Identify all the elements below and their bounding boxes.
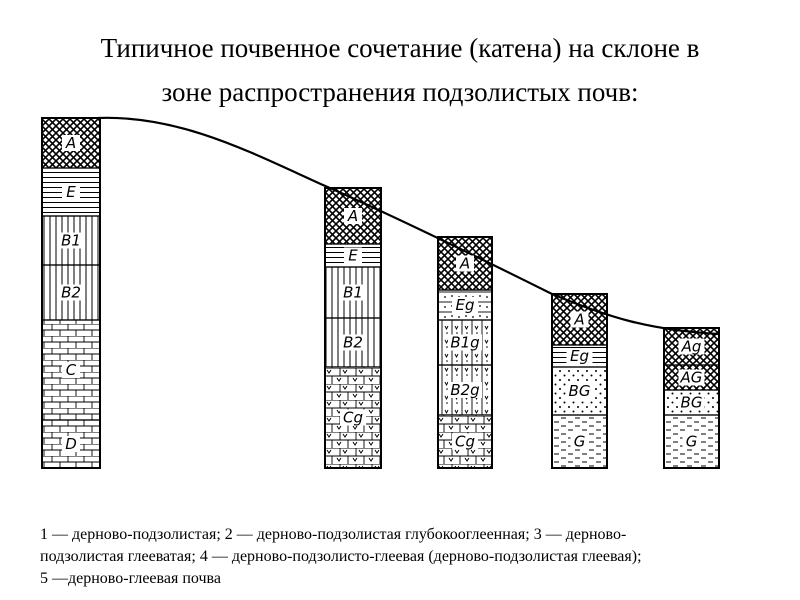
horizon-label: Cg: [455, 432, 475, 451]
legend-caption: [40, 524, 795, 590]
horizon-label: A: [347, 207, 359, 225]
soil-profile-1: [42, 118, 100, 468]
horizon-label: B2: [61, 283, 81, 302]
horizon-label: E: [66, 183, 76, 201]
horizon-label: C: [65, 361, 77, 379]
horizon-label: E: [348, 246, 358, 265]
slope-surface-line: [98, 118, 718, 334]
soil-profile-4: [552, 294, 607, 468]
title-line-2: зоне распространения подзолистых почв:: [161, 77, 639, 107]
horizon-label: Eg: [455, 296, 475, 314]
horizon-label: D: [65, 435, 77, 453]
soil-profile-3: [438, 237, 492, 468]
horizon-label: B1: [61, 231, 81, 250]
soil-profile-5: [664, 328, 719, 468]
horizon-label: Cg: [343, 408, 363, 427]
horizon-label: Eg: [570, 347, 589, 365]
horizon-label: Ag: [681, 337, 702, 356]
horizon-label: B2g: [450, 381, 480, 399]
caption-line-1: 1 — дерново-подзолистая; 2 — дерново-подзолистая глубокооглеенная; 3 — дерново-: [40, 526, 627, 543]
soil-profile-2: [325, 188, 381, 468]
horizon-label: A: [574, 310, 585, 329]
horizon-label: BG: [568, 382, 591, 400]
horizon-label: A: [65, 134, 77, 152]
title-line-1: Типичное почвенное сочетание (катена) на склоне в: [100, 33, 700, 63]
horizon-label: B1g: [450, 333, 480, 352]
soil-profiles: [42, 118, 719, 468]
horizon-label: A: [459, 254, 471, 273]
horizon-label: BG: [680, 393, 703, 412]
horizon-label: G: [573, 432, 586, 451]
horizon-label: B1: [343, 283, 363, 302]
horizon-label: AG: [680, 368, 703, 387]
horizon-label: G: [685, 432, 698, 451]
caption-line-2: подзолистая глееватая; 4 — дерново-подзолисто-глеевая (дерново-подзолистая глеевая);: [40, 548, 642, 565]
horizon-label: B2: [343, 333, 363, 352]
caption-line-3: 5 —дерново-глеевая почва: [40, 570, 221, 587]
